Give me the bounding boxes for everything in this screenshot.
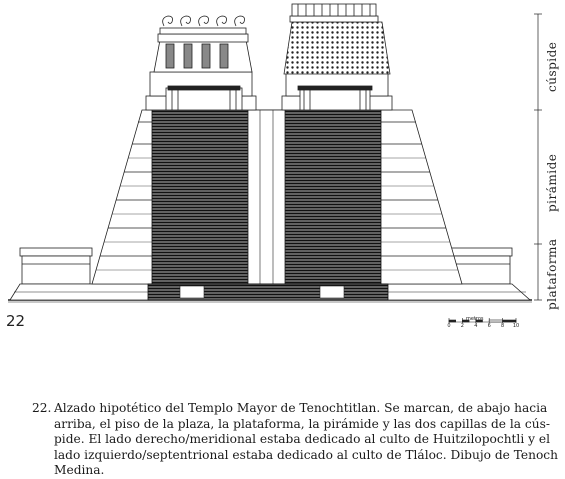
caption-line: lado izquierdo/septentrional estaba dedicado al culto de Tláloc. Dibujo de Tenoch [54,447,558,462]
caption-line: arriba, el piso de la plaza, la plataforma, la pirámide y las dos capillas de la cús- [54,416,550,431]
caption-number: 22. [32,401,52,415]
caption-text [54,401,558,479]
scale-tick: 8 [501,323,505,329]
right-shrine [282,4,392,110]
caption-line: pide. El lado derecho/meridional estaba dedicado al culto de Huitzilopochtli y el [54,432,550,447]
dimension-line [534,14,542,300]
label-cuspide: cúspide [545,41,559,92]
stairways [148,110,388,300]
label-plataforma: plataforma [545,238,559,310]
scale-tick: 4 [474,323,478,329]
left-shrine [146,16,256,110]
scale-tick: 6 [487,323,491,329]
scale-tick: 2 [460,323,464,329]
figure-number: 22 [6,312,26,330]
caption-line: Medina. [54,463,105,478]
label-piramide: pirámide [545,153,559,212]
scale-title: metros [466,316,484,322]
scale-tick: 10 [512,323,520,329]
scale-tick: 0 [447,323,451,329]
caption-line: Alzado hipotético del Templo Mayor de Tenochtitlan. Se marcan, de abajo hacia [54,401,548,415]
